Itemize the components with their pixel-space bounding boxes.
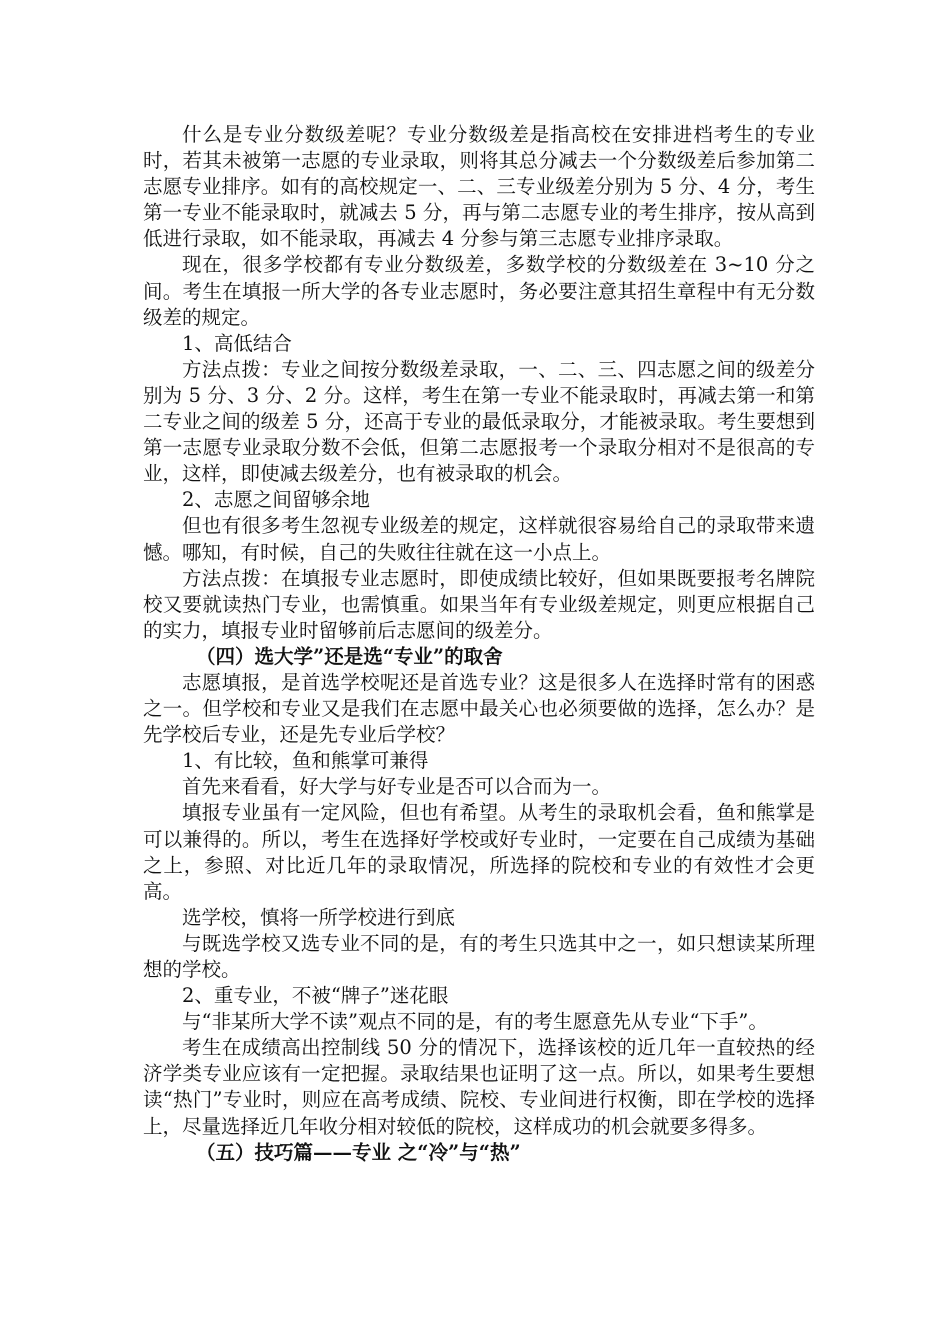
subheading: 1、有比较，鱼和熊掌可兼得 (182, 749, 429, 773)
paragraph: 填报专业虽有一定风险，但也有希望。从考生的录取机会看，鱼和熊掌是可以兼得的。所以，考生在选择好学校或好专业时，一定要在自己成绩为基础之上，参照、对比近几年的录取情况，所选择的院校和专业的有效性才会更高。 (143, 801, 815, 903)
document-body (143, 122, 815, 1166)
section-heading: （四）选大学”还是选“专业”的取舍 (196, 644, 503, 668)
subheading: 1、高低结合 (182, 331, 292, 355)
subheading: 2、志愿之间留够余地 (182, 488, 370, 512)
paragraph: 现在，很多学校都有专业分数级差，多数学校的分数级差在 3~10 分之间。考生在填报一所大学的各专业志愿时，务必要注意其招生章程中有无分数级差的规定。 (143, 253, 815, 329)
subheading: 2、重专业，不被“牌子”迷花眼 (182, 984, 449, 1008)
paragraph: 什么是专业分数级差呢？专业分数级差是指高校在安排进档考生的专业时，若其未被第一志愿的专业录取，则将其总分减去一个分数级差后参加第二志愿专业排序。如有的高校规定一、二、三专业级差分别为 5 分、4 分，考生第一专业不能录取时，就减去 5 分，再与第二志愿专业的考生排序，按从高到低进行录取，如不能录取，再减去 4 分参与第三志愿专业排序录取。 (143, 123, 815, 251)
paragraph: 但也有很多考生忽视专业级差的规定，这样就很容易给自己的录取带来遗憾。哪知，有时候，自己的失败往往就在这一小点上。 (143, 514, 815, 564)
paragraph: 与既选学校又选专业不同的是，有的考生只选其中之一，如只想读某所理想的学校。 (143, 931, 815, 981)
paragraph: 方法点拨：在填报专业志愿时，即使成绩比较好，但如果既要报考名牌院校又要就读热门专业，也需慎重。如果当年有专业级差规定，则更应根据自己的实力，填报专业时留够前后志愿间的级差分。 (143, 566, 815, 642)
paragraph: 首先来看看，好大学与好专业是否可以合而为一。 (182, 775, 612, 799)
subheading: 选学校，慎将一所学校进行到底 (182, 905, 456, 929)
paragraph: 考生在成绩高出控制线 50 分的情况下，选择该校的近几年一直较热的经济学类专业应该有一定把握。录取结果也证明了这一点。所以，如果考生要想读“热门”专业时，则应在高考成绩、院校、专业间进行权衡，即在学校的选择上，尽量选择近几年收分相对较低的院校，这样成功的机会就要多得多。 (143, 1036, 815, 1138)
section-heading: （五）技巧篇——专业 之“冷”与“热” (196, 1140, 521, 1164)
paragraph: 志愿填报，是首选学校呢还是首选专业？这是很多人在选择时常有的困惑之一。但学校和专业又是我们在志愿中最关心也必须要做的选择，怎么办？是先学校后专业，还是先专业后学校？ (143, 670, 815, 747)
paragraph: 方法点拨：专业之间按分数级差录取，一、二、三、四志愿之间的级差分别为 5 分、3 分、2 分。这样，考生在第一专业不能录取时，再减去第一和第二专业之间的级差 5 分，还高于专业的最低录取分，才能被录取。考生要想到第一志愿专业录取分数不会低，但第二志愿报考一个录取分相对不是很高的专业，这样，即使减去级差分，也有被录取的机会。 (143, 357, 815, 486)
paragraph: 与“非某所大学不读”观点不同的是，有的考生愿意先从专业“下手”。 (182, 1010, 768, 1034)
